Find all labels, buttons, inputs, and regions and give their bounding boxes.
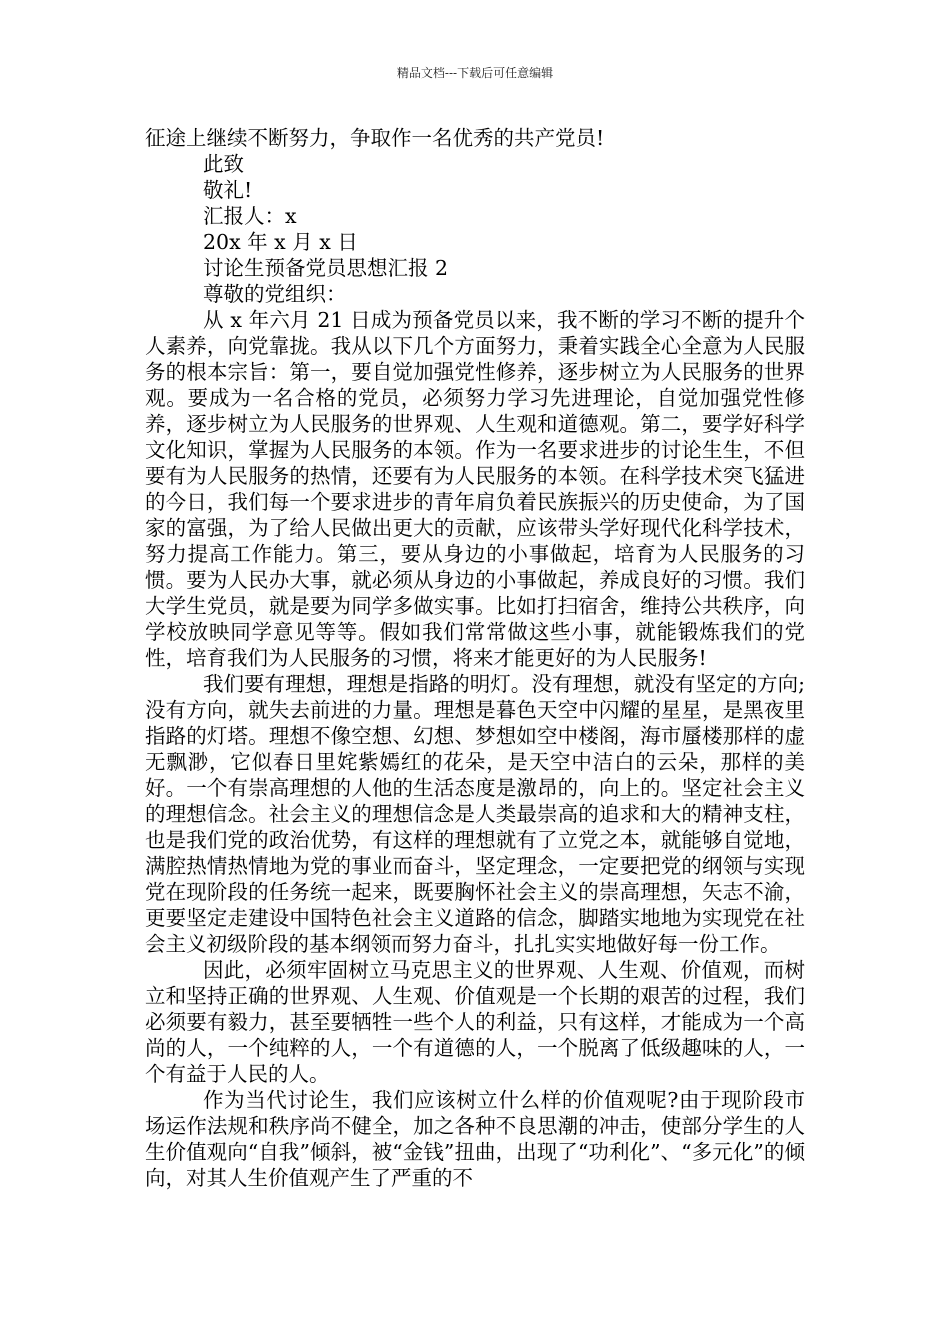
section-title: 讨论生预备党员思想汇报 2 xyxy=(203,256,449,280)
paragraph-3: 因此，必须牢固树立马克思主义的世界观、人生观、价值观，而树立和坚持正确的世界观、人生观、价值观是一个长期的艰苦的过程，我们必须要有毅力，甚至要牺牲一些个人的利益，只有这样，才能成为一个高尚的人，一个纯粹的人，一个有道德的人，一个脱离了低级趣味的人，一个有益于人民的人。 xyxy=(145,958,805,1086)
date-line: 20x 年 x 月 x 日 xyxy=(203,230,358,254)
closing-line-2: 敬礼! xyxy=(203,178,253,202)
closing-line-1: 此致 xyxy=(203,152,244,176)
salutation: 尊敬的党组织： xyxy=(203,282,347,306)
document-body xyxy=(145,125,805,1191)
page-header: 精品文档---下载后可任意编辑 xyxy=(396,66,554,80)
paragraph-1: 从 x 年六月 21 日成为预备党员以来，我不断的学习不断的提升个人素养，向党靠拢。我从以下几个方面努力，秉着实践全心全意为人民服务的根本宗旨：第一，要自觉加强党性修养，逐步树立为人民服务的世界观。要成为一名合格的党员，必须努力学习先进理论，自觉加强党性修养，逐步树立为人民服务的世界观、人生观和道德观。第二，要学好科学文化知识，掌握为人民服务的本领。作为一名要求进步的讨论生生，不但要有为人民服务的热情，还要有为人民服务的本领。在科学技术突飞猛进的今日，我们每一个要求进步的青年肩负着民族振兴的历史使命，为了国家的富强，为了给人民做出更大的贡献，应该带头学好现代化科学技术，努力提高工作能力。第三，要从身边的小事做起，培育为人民服务的习惯。要为人民办大事，就必须从身边的小事做起，养成良好的习惯。我们大学生党员，就是要为同学多做实事。比如打扫宿舍，维持公共秩序，向学校放映同学意见等等。假如我们常常做这些小事，就能锻炼我们的党性，培育我们为人民服务的习惯，将来才能更好的为人民服务! xyxy=(145,308,805,670)
opening-line: 征途上继续不断努力，争取作一名优秀的共产党员! xyxy=(145,126,605,150)
reporter-line: 汇报人：x xyxy=(203,204,297,228)
paragraph-2: 我们要有理想，理想是指路的明灯。没有理想，就没有坚定的方向;没有方向，就失去前进的力量。理想是暮色天空中闪耀的星星，是黑夜里指路的灯塔。理想不像空想、幻想、梦想如空中楼阁，海市蜃楼那样的虚无飘渺，它似春日里姹紫嫣红的花朵，是天空中洁白的云朵，那样的美好。一个有崇高理想的人他的生活态度是激昂的，向上的。坚定社会主义的理想信念。社会主义的理想信念是人类最崇高的追求和大的精神支柱，也是我们党的政治优势，有这样的理想就有了立党之本，就能够自觉地，满腔热情热情地为党的事业而奋斗，坚定理念，一定要把党的纲领与实现党在现阶段的任务统一起来，既要胸怀社会主义的崇高理想，矢志不渝，更要坚定走建设中国特色社会主义道路的信念，脚踏实地地为实现党在社会主义初级阶段的基本纲领而努力奋斗，扎扎实实地做好每一份工作。 xyxy=(145,672,805,956)
paragraph-4: 作为当代讨论生，我们应该树立什么样的价值观呢?由于现阶段市场运作法规和秩序尚不健全，加之各种不良思潮的冲击，使部分学生的人生价值观向“自我”倾斜，被“金钱”扭曲，出现了“功利化”、“多元化”的倾向，对其人生价值观产生了严重的不 xyxy=(145,1088,805,1190)
